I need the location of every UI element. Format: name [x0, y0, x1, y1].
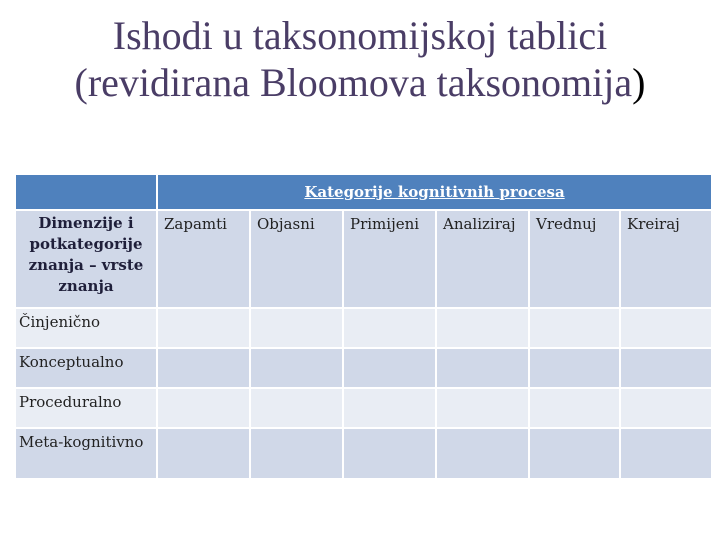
table-cell: [529, 308, 620, 348]
table-header-row: [15, 174, 712, 210]
table-cell: [620, 428, 712, 479]
table-cell: [250, 348, 343, 388]
table-cell: [157, 428, 250, 479]
header-corner-cell: [15, 174, 157, 210]
table-cell: [436, 348, 529, 388]
category-apply: Primijeni: [343, 210, 436, 308]
title-line-2: [0, 59, 720, 106]
table-cell: [529, 388, 620, 428]
table-cell: [529, 348, 620, 388]
category-create: Kreiraj: [620, 210, 712, 308]
category-row: [15, 210, 712, 308]
row-label-factual: Činjenično: [15, 308, 157, 348]
cognitive-process-header: Kategorije kognitivnih procesa: [157, 174, 712, 210]
taxonomy-table: [14, 173, 713, 480]
table-row: [15, 348, 712, 388]
table-cell: [436, 388, 529, 428]
slide-title: [0, 12, 720, 106]
row-label-procedural: Proceduralno: [15, 388, 157, 428]
title-line-2-text: (revidirana Bloomova taksonomija: [74, 60, 633, 105]
table-cell: [436, 428, 529, 479]
knowledge-dimension-header: Dimenzije i potkategorije znanja – vrste znanja: [15, 210, 157, 308]
table-cell: [343, 388, 436, 428]
table-cell: [620, 308, 712, 348]
table-cell: [620, 348, 712, 388]
table-cell: [157, 308, 250, 348]
table-cell: [157, 348, 250, 388]
table-cell: [250, 428, 343, 479]
table-row: [15, 388, 712, 428]
title-line-1: Ishodi u taksonomijskoj tablici: [112, 13, 608, 58]
table-row: [15, 308, 712, 348]
table-cell: [436, 308, 529, 348]
category-analyze: Analiziraj: [436, 210, 529, 308]
category-evaluate: Vrednuj: [529, 210, 620, 308]
table-cell: [343, 428, 436, 479]
row-label-conceptual: Konceptualno: [15, 348, 157, 388]
table-row: [15, 428, 712, 479]
table-cell: [343, 348, 436, 388]
row-label-metacognitive: Meta-kognitivno: [15, 428, 157, 479]
title-close-paren: ): [632, 60, 646, 105]
table-cell: [250, 388, 343, 428]
table-cell: [157, 388, 250, 428]
category-understand: Objasni: [250, 210, 343, 308]
category-remember: Zapamti: [157, 210, 250, 308]
table-cell: [529, 428, 620, 479]
table-cell: [343, 308, 436, 348]
table-cell: [620, 388, 712, 428]
table-cell: [250, 308, 343, 348]
